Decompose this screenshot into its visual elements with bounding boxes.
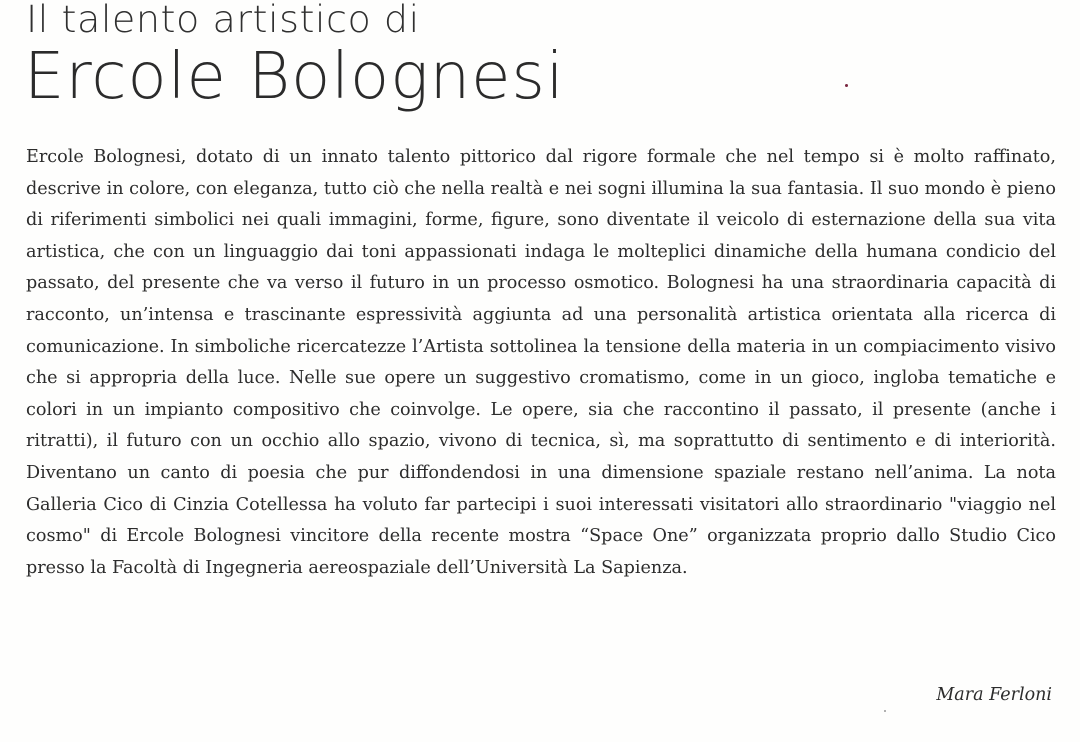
article-subtitle: Il talento artistico di (26, 0, 420, 41)
article-body: Ercole Bolognesi, dotato di un innato talento pittorico dal rigore formale che nel tempo si è molto raffinato, descrive in colore, con eleganza, tutto ciò che nella realtà e nei sogni illumina la sua fantasia. Il suo mondo è pieno di riferimenti simbolici nei quali immagini, forme, figure, sono diventate il veicolo di esternazione della sua vita artistica, che con un linguaggio dai toni appassionati indaga le molteplici dinamiche della humana condicio del passato, del presente che va verso il futuro in un processo osmotico. Bolognesi ha una straordinaria capacità di racconto, un’intensa e trascinante espressività aggiunta ad una personalità artistica orientata alla ricerca di comunicazione. In simboliche ricercatezze l’Artista sottolinea la tensione della materia in un compiacimento visivo che si appropria della luce. Nelle sue opere un suggestivo cromatismo, come in un gioco, ingloba tematiche e colori in un impianto compositivo che coinvolge. Le opere, sia che raccontino il passato, il presente (anche i ritratti), il futuro con un occhio allo spazio, vivono di tecnica, sì, ma soprattutto di sentimento e di interiorità. Diventano un canto di poesia che pur diffondendosi in una dimensione spaziale restano nell’anima. La nota Galleria Cico di Cinzia Cotellessa ha voluto far partecipi i suoi interessati visitatori allo straordinario "viaggio nel cosmo" di Ercole Bolognesi vincitore della recente mostra “Space One” organizzata proprio dallo Studio Cico presso la Facoltà di Ingegneria aereospaziale dell’Università La Sapienza. (26, 147, 1056, 578)
article-title: Ercole Bolognesi (24, 40, 565, 114)
print-speck (845, 84, 848, 87)
print-dot (884, 710, 886, 712)
author-signature: Mara Ferloni (936, 685, 1052, 705)
